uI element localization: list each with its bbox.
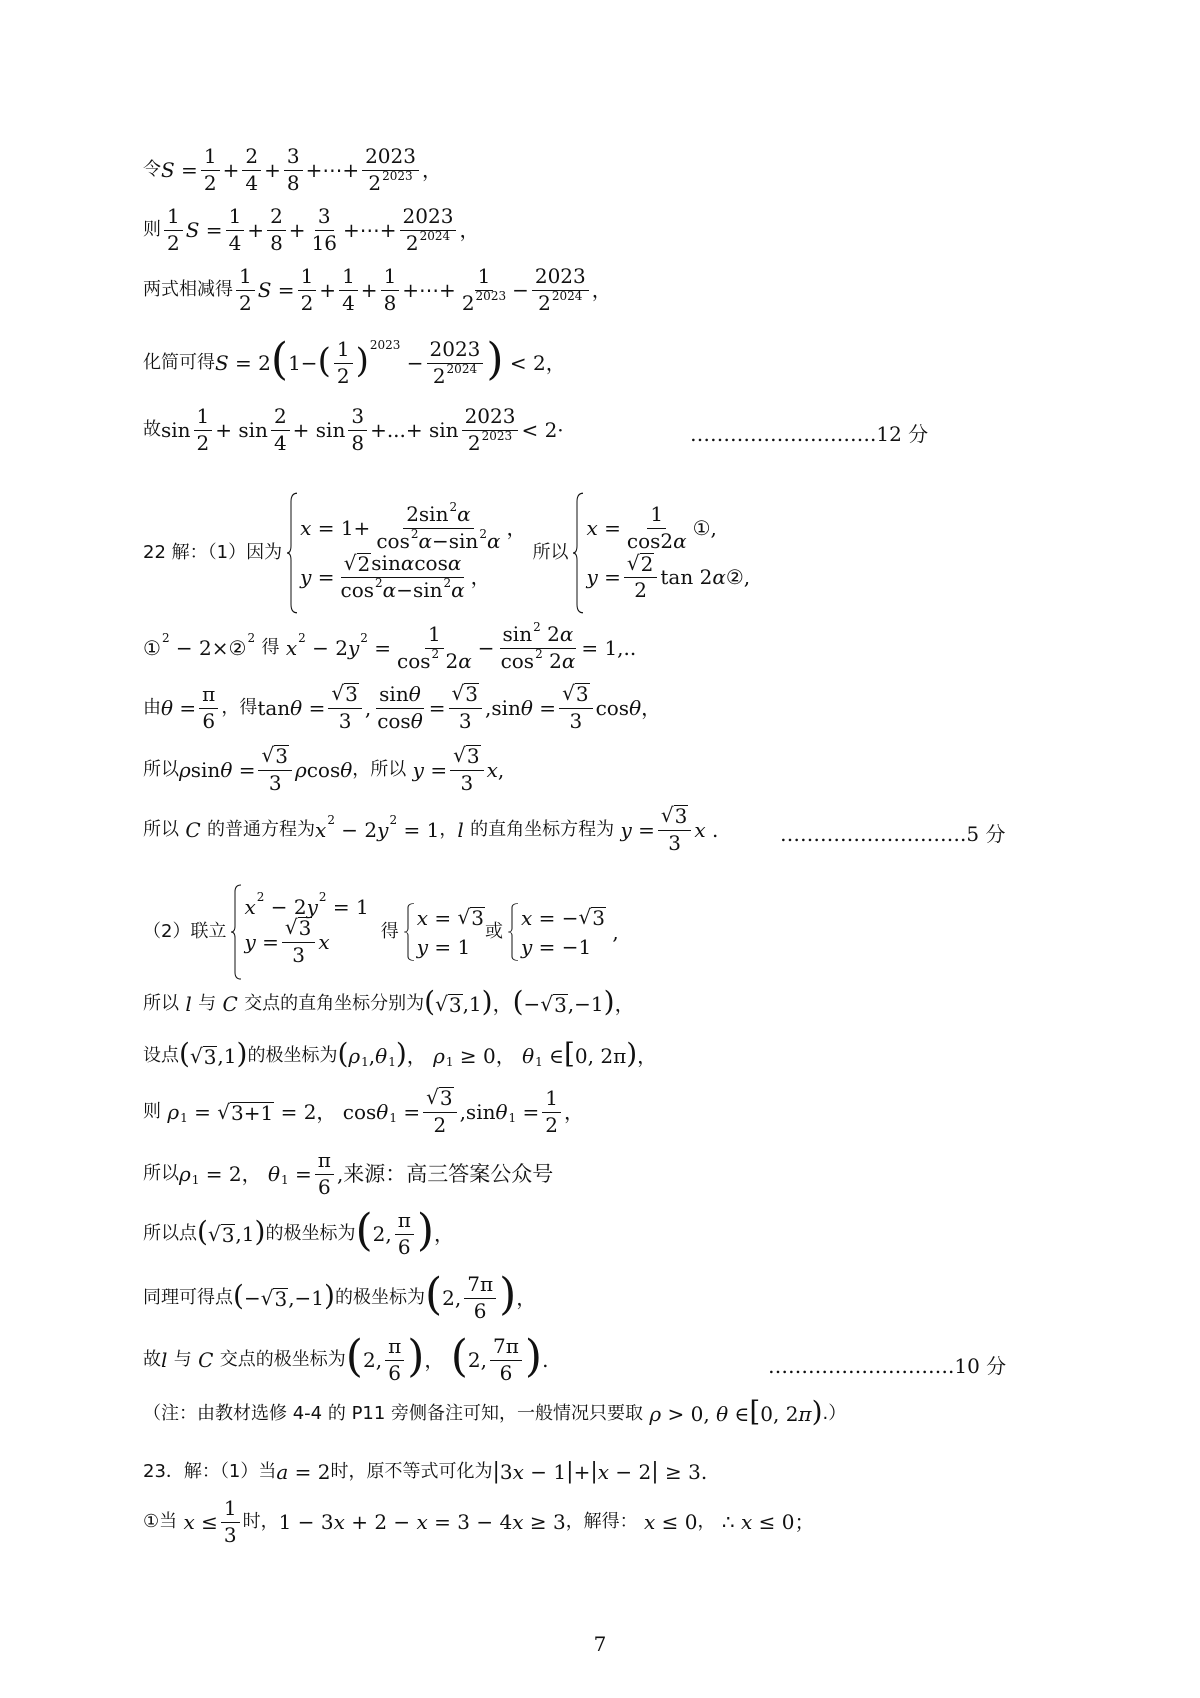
score-10: ……………………….10 分 bbox=[768, 1354, 1007, 1378]
q22-rho: 所以 ρ sin θ = √ 3 3 ρ cos θ ，所以 y = √ 3 3 x , bbox=[143, 743, 505, 795]
q23-line1: 23．解：（1）当 a = 2 时，原不等式可化为 | 3 x − 1 | + | x − 2 | ≥ 3. bbox=[143, 1459, 708, 1484]
q22-part2-polar-setup: 设点 ( √ 3 ,1 ) 的极坐标为 ( ρ 1 , θ 1 ) ， ρ 1 ≥ 0， θ 1 ∈ [ 0, 2π ) ， bbox=[143, 1037, 658, 1070]
score-5: ……………………….5 分 bbox=[780, 822, 1006, 846]
q22-eliminate: ① 2 − 2×② 2 得 x 2 − 2 y 2 = $\frac{1}{\cos^2 2\alpha}$ − $\frac{\sin^2 2\alpha}{\cos^2 2\alpha}$ = 1,.. bbox=[143, 619, 637, 673]
q22-part2-system: （2）联立 x 2 − 2 y 2 = 1 y = √ 3 3 x 得 x = √ 3 y = 1 或 x = − √ 3 y = −1 , bbox=[143, 884, 619, 980]
page-number: 7 bbox=[593, 1632, 607, 1656]
q22-part2-point1-polar: 所以点 ( √ 3 ,1 ) 的极坐标为 ( 2, $\frac{\pi}{6}$ ) ， bbox=[143, 1205, 455, 1259]
line-conclusion: 故 sin $\frac{1}{2}$ + sin $\frac{2}{4}$ + sin $\frac{3}{8}$ +...+ sin $\frac{2023}{2^{2023}}$ < 2· bbox=[143, 403, 564, 455]
q22-part2-theta1: 所以 ρ 1 = 2， θ 1 = $\frac{\pi}{6}$ , 来源：高三答案公众号 bbox=[143, 1147, 554, 1199]
line-define-s: 令 S = $\frac{1}{2}$ + $\frac{2}{4}$ + $\frac{3}{8}$ +⋯+ $\frac{2023}{2^{2023}}$ ， bbox=[143, 143, 442, 195]
q22-part2-point2-polar: 同理可得点 ( − √ 3 ,−1 ) 的极坐标为 ( 2, $\frac{7\pi}{6}$ ) ， bbox=[143, 1269, 537, 1323]
q22-system: 22 解：（1）因为 x = 1+ $\frac{2\sin^2\alpha}{\cos^2\alpha-\sin^2\alpha}$ ， y = √ 2 sinαcosα $\cos^2\alpha-\sin^2\alpha$ ， 所以 x = $\frac{1}{\cos 2\alpha}$ ①, y = √ 2 2 tan 2 α ②, bbox=[143, 492, 750, 614]
line-half-s: 则 $\frac{1}{2}$ S = $\frac{1}{4}$ + $\frac{2}{8}$ + $\frac{3}{16}$ +⋯+ $\frac{2023}{2^{2024}}$ ， bbox=[143, 203, 480, 255]
q23-line2: ①当 x ≤ $\frac{1}{3}$ 时， 1 − 3 x + 2 − x = 3 − 4 x ≥ 3 ，解得： x ≤ 0 ， ∴ x ≤ 0； bbox=[143, 1495, 815, 1547]
q22-part2-rho1: 则 ρ 1 = √ 3+1 = 2， cos θ 1 = √ 3 2 ,sin θ 1 = $\frac{1}{2}$ ， bbox=[143, 1085, 585, 1137]
q22-result: 所以 C 的普通方程为 x 2 − 2 y 2 = 1 ， l 的直角坐标方程为 y = √ 3 3 x . bbox=[143, 803, 719, 855]
note-line: （注：由教材选修 4-4 的 P11 旁侧备注可知，一般情况只要取 ρ > 0, θ ∈ [ 0, 2 π ) .） bbox=[143, 1395, 847, 1428]
score-12: ……………………….12 分 bbox=[690, 422, 929, 446]
line-subtract: 两式相减得 $\frac{1}{2}$ S = $\frac{1}{2}$ + $\frac{1}{4}$ + $\frac{1}{8}$ +⋯+ $\frac{1}{2^{2023}}$ − $\frac{2023}{2^{2024}}$ ， bbox=[143, 263, 612, 315]
q22-part2-final: 故 l 与 C 交点的极坐标为 ( 2, $\frac{\pi}{6}$ ) ， ( 2, $\frac{7\pi}{6}$ ) . bbox=[143, 1331, 549, 1385]
q22-theta: 由 θ = $\frac{\pi}{6}$ ，得 tan θ = √ 3 3 , $\frac{\sin\theta}{\cos\theta}$ = √ 3 3 ,sin θ = √ 3 3 cos θ ， bbox=[143, 681, 662, 733]
line-simplify: 化简可得 S = 2 ( 1− ( $\frac{1}{2}$ ) 2023 − $\frac{2023}{2^{2024}}$ ) < 2， bbox=[143, 334, 566, 388]
q22-part2-intersections: 所以 l 与 C 交点的直角坐标分别为 ( √ 3 ,1 ) ， ( − √ 3 ,−1 ) ， bbox=[143, 985, 635, 1018]
